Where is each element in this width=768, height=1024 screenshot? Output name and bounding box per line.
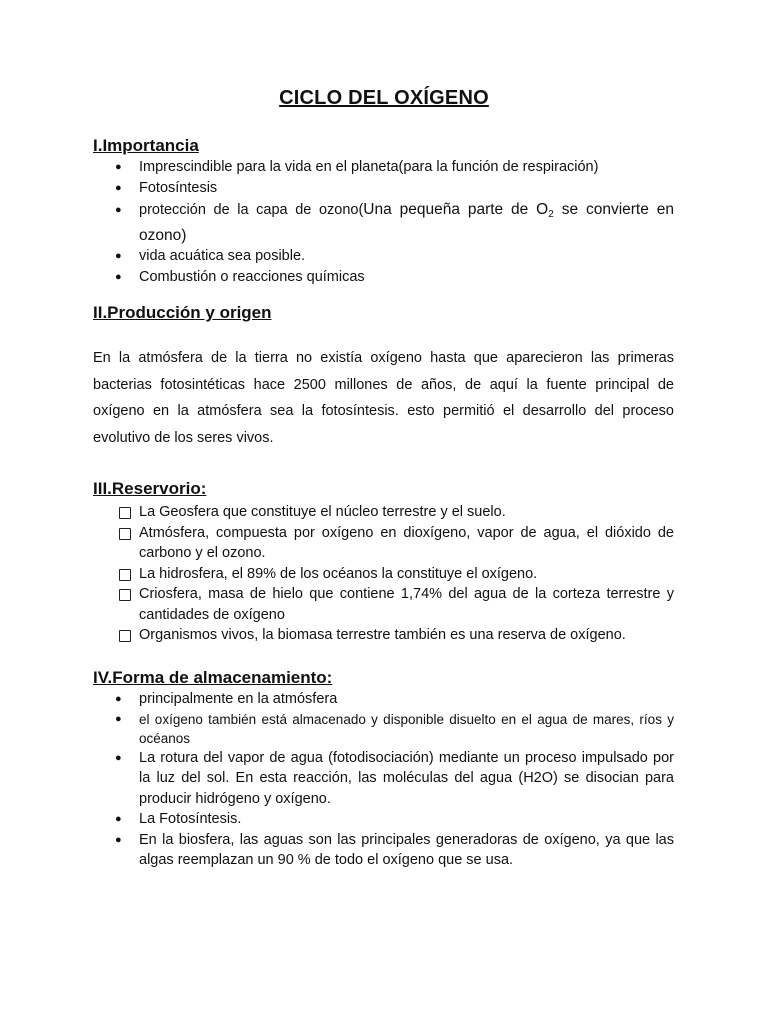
list-item-text: Organismos vivos, la biomasa terrestre también es una reserva de oxígeno. [139, 627, 626, 643]
bullet-icon: ● [115, 181, 122, 194]
subscript-text: 2 [548, 209, 554, 220]
bullet-icon: ● [115, 833, 122, 846]
list-item-text: Imprescindible para la vida en el planeta(para la función de respiración) [139, 159, 599, 175]
list-item [93, 625, 674, 646]
bullet-icon: ● [115, 751, 122, 764]
checkbox-icon [119, 630, 131, 642]
list-item-text: Fotosíntesis [139, 179, 218, 196]
list-item [93, 710, 674, 748]
section-heading-produccion: II.Producción y origen [93, 303, 272, 322]
bullet-icon: ● [115, 693, 122, 705]
reservorio-list [93, 502, 674, 646]
list-item [93, 523, 674, 564]
list-item [93, 564, 674, 585]
list-item-text: La rotura del vapor de agua (fotodisociación) mediante un proceso impulsado por la luz del sol. En esta reacción, las moléculas del agua (H2O) se disocian para producir hidrógeno y oxígeno. [139, 749, 674, 807]
bullet-icon: ● [115, 712, 122, 725]
bullet-icon: ● [115, 161, 122, 173]
section-heading-reservorio: III.Reservorio: [93, 479, 207, 498]
checkbox-icon [119, 528, 131, 540]
list-item [93, 198, 674, 246]
produccion-paragraph: En la atmósfera de la tierra no existía oxígeno hasta que aparecieron las primeras bacterias fotosintéticas hace 2500 millones de años, de aquí la fuente principal de oxígeno en la atmósfera sea la fotosíntesis. esto permitió el desarrollo del proceso evolutivo de los seres vivos. [93, 350, 674, 446]
list-item [93, 246, 674, 267]
list-item [93, 584, 674, 625]
list-item [93, 809, 674, 830]
list-item-text: Criosfera, masa de hielo que contiene 1,74% del agua de la corteza terrestre y cantidades de oxígeno [139, 586, 674, 623]
almacenamiento-list [93, 689, 674, 871]
bullet-icon: ● [115, 250, 122, 262]
list-item-text: vida acuática sea posible. [139, 248, 306, 264]
importancia-list [93, 157, 674, 287]
list-item [93, 157, 674, 178]
list-item-text: La hidrosfera, el 89% de los océanos la constituye el oxígeno. [139, 565, 538, 582]
list-item-text: protección de la capa de ozono( [139, 202, 364, 218]
list-item [93, 689, 674, 710]
list-item-text: principalmente en la atmósfera [139, 691, 338, 707]
section-heading-almacenamiento: IV.Forma de almacenamiento: [93, 668, 333, 687]
list-item-text: Combustión o reacciones químicas [139, 268, 365, 285]
section-heading-importancia: I.Importancia [93, 136, 199, 155]
checkbox-icon [119, 569, 131, 581]
bullet-icon: ● [115, 270, 122, 283]
list-item-text: La Geosfera que constituye el núcleo terrestre y el suelo. [139, 504, 506, 520]
list-item-text: En la biosfera, las aguas son las principales generadoras de oxígeno, ya que las algas reemplazan un 90 % de todo el oxígeno que se usa. [139, 831, 674, 868]
list-item-text: se convierte en ozono) [139, 201, 674, 244]
checkbox-icon [119, 589, 131, 601]
list-item [93, 502, 674, 523]
list-item [93, 267, 674, 288]
bullet-icon: ● [115, 204, 122, 216]
list-item-text: Una pequeña parte de O [363, 201, 549, 218]
list-item-text: Atmósfera, compuesta por oxígeno en dioxígeno, vapor de agua, el dióxido de carbono y el ozono. [139, 524, 674, 561]
bullet-icon: ● [115, 813, 122, 825]
list-item-text: La Fotosíntesis. [139, 811, 242, 827]
list-item-text: el oxígeno también está almacenado y disponible disuelto en el agua de mares, ríos y océanos [139, 711, 674, 746]
document-title: CICLO DEL OXÍGENO [279, 87, 489, 109]
list-item [93, 830, 674, 871]
list-item [93, 178, 674, 199]
checkbox-icon [119, 507, 131, 519]
list-item [93, 748, 674, 810]
